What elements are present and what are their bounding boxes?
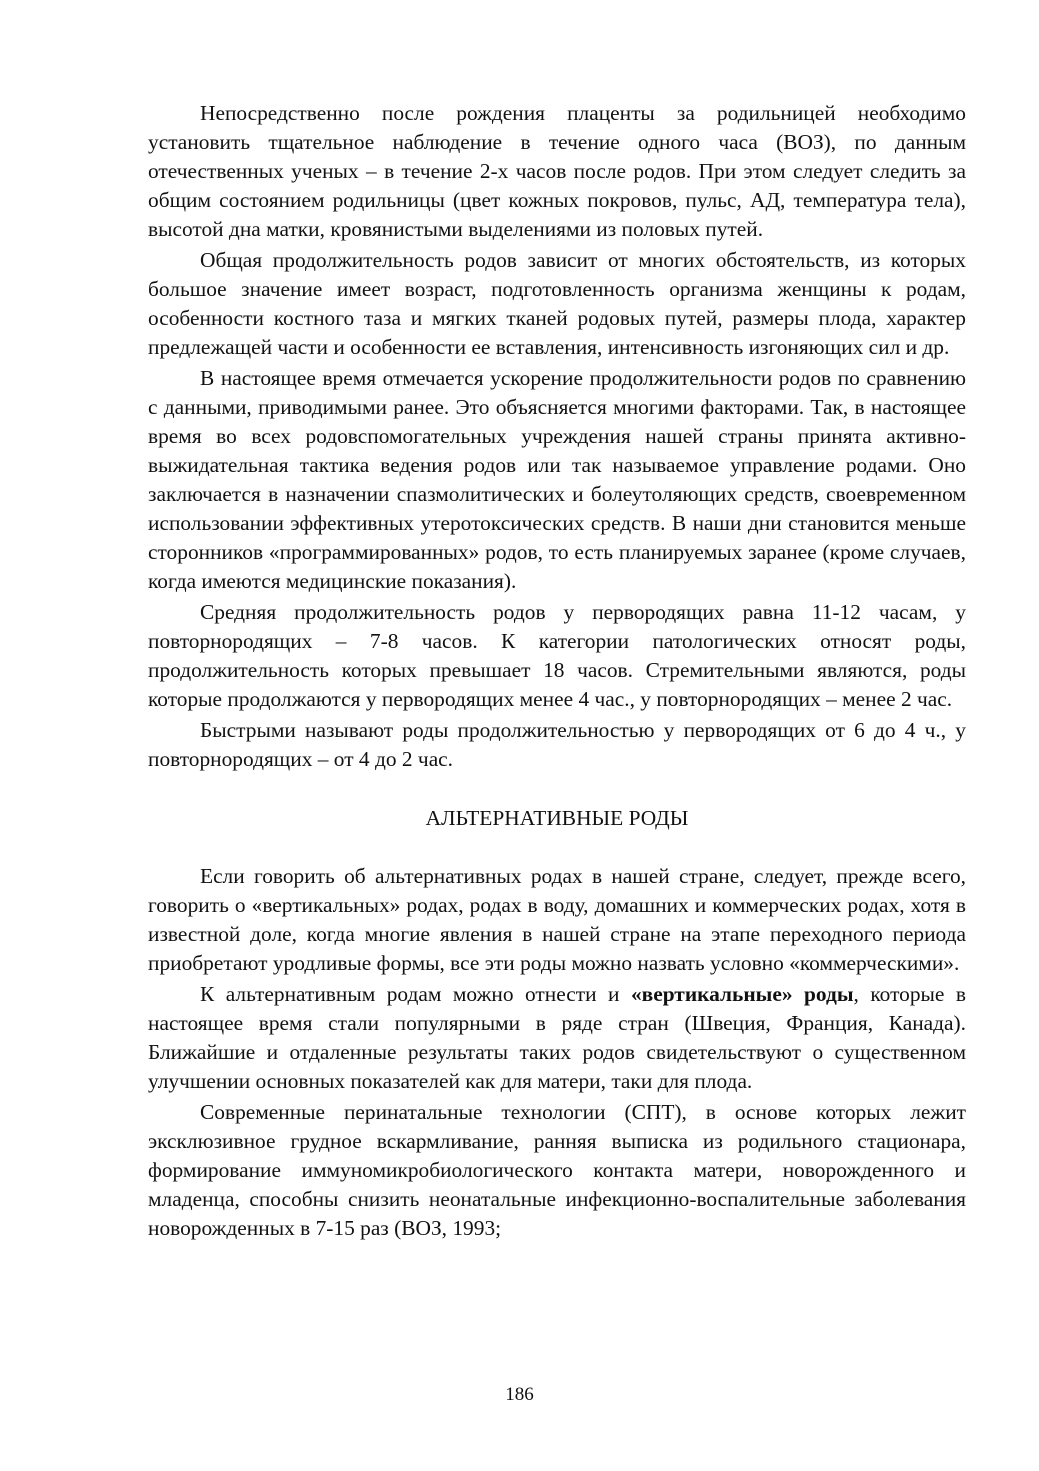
section-heading: АЛЬТЕРНАТИВНЫЕ РОДЫ — [425, 806, 689, 830]
vertical-births-rest: , которые в настоящее время стали популярными в ряде стран (Швеция, Франция, Канада). Ближайшие и отдаленные результаты таких родов свидетельствуют о существенном улучшении основных показателей как для матери, таки для плода. — [148, 982, 967, 1093]
page-content — [148, 99, 966, 1243]
paragraph-average-duration: Средняя продолжительность родов у первородящих равна 11-12 часам, у повторнородящих – 7-8 часов. К категории патологических относят роды, продолжительность которых превышает 18 часов. Стремительными являются, роды которые продолжаются у первородящих менее 4 час., у повторнородящих – менее 2 час. — [148, 600, 966, 711]
paragraph-labor-acceleration: В настоящее время отмечается ускорение продолжительности родов по сравнению с данными, приводимыми ранее. Это объясняется многими факторами. Так, в настоящее время во всех родовспомогательных учреждения нашей страны принята активно-выжидательная тактика ведения родов или так называемое управление родами. Оно заключается в назначении спазмолитических и болеутоляющих средств, своевременном использовании эффективных утеротоксических средств. В наши дни становится меньше сторонников «программированных» родов, то есть планируемых заранее (кроме случаев, когда имеются медицинские показания). — [148, 366, 966, 593]
paragraph-fast-labor: Быстрыми называют роды продолжительностью у первородящих от 6 до 4 ч., у повторнородящих – от 4 до 2 час. — [148, 718, 966, 771]
paragraph-postpartum-observation: Непосредственно после рождения плаценты за родильницей необходимо установить тщательное наблюдение в течение одного часа (ВОЗ), по данным отечественных ученых – в течение 2-х часов после родов. При этом следует следить за общим состоянием родильницы (цвет кожных покровов, пульс, АД, температура тела), высотой дна матки, кровянистыми выделениями из половых путей. — [148, 101, 966, 241]
paragraph-labor-duration-factors: Общая продолжительность родов зависит от многих обстоятельств, из которых большое значение имеет возраст, подготовленность организма женщины к родам, особенности костного таза и мягких тканей родовых путей, размеры плода, характер предлежащей части и особенности ее вставления, интенсивность изгоняющих сил и др. — [148, 248, 966, 359]
paragraph-vertical-births — [148, 980, 966, 1096]
page-number: 186 — [505, 1384, 534, 1405]
vertical-births-term: «вертикальные» роды — [630, 982, 854, 1006]
paragraph-alternative-births: Если говорить об альтернативных родах в нашей стране, следует, прежде всего, говорить о «вертикальных» родах, родах в воду, домашних и коммерческих родах, хотя в известной доле, когда многие явления в нашей стране на этапе переходного периода приобретают уродливые формы, все эти роды можно назвать условно «коммерческими». — [148, 864, 966, 975]
vertical-births-intro: К альтернативным родам можно отнести и — [200, 982, 631, 1006]
paragraph-perinatal-technologies: Современные перинатальные технологии (СПТ), в основе которых лежит эксклюзивное грудное вскармливание, ранняя выписка из родильного стационара, формирование иммуномикробиологического контакта матери, новорожденного и младенца, способны снизить неонатальные инфекционно-воспалительные заболевания новорожденных в 7-15 раз (ВОЗ, 1993; — [148, 1100, 966, 1240]
